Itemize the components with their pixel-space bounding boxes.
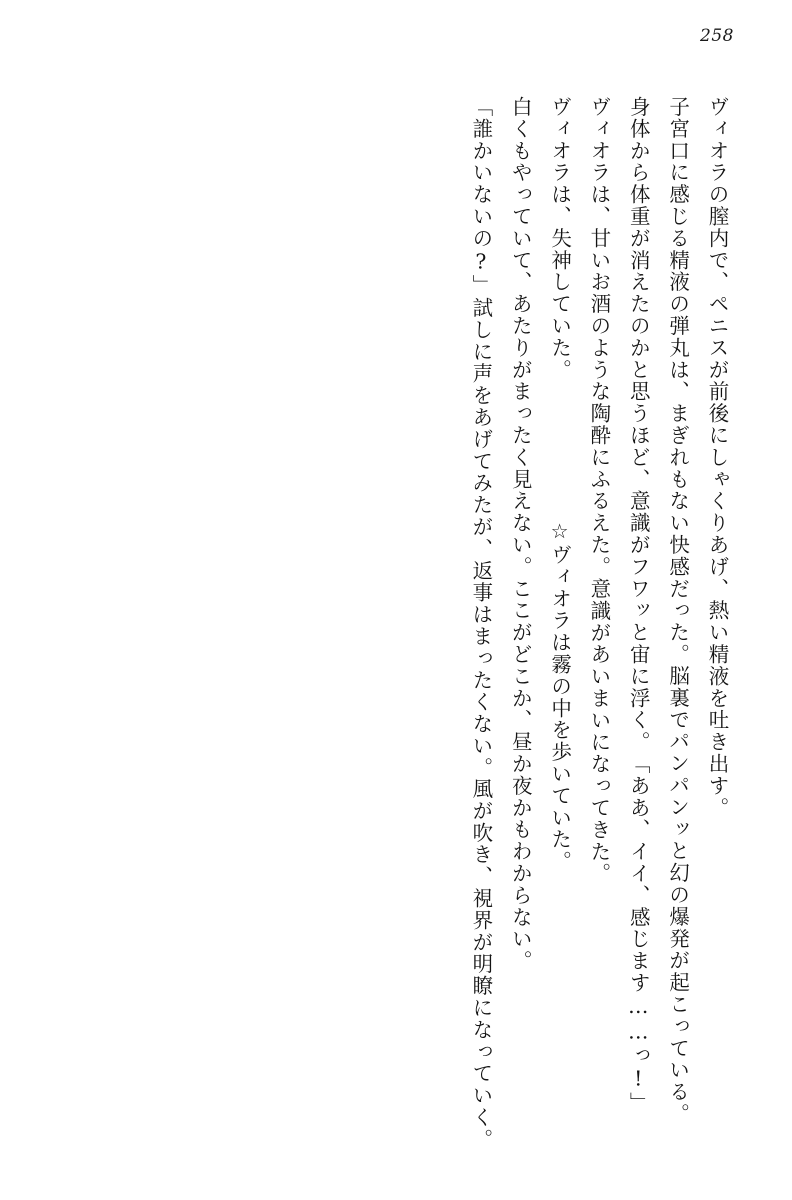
paragraph: 子宮口に感じる精液の弾丸は、まぎれもない快感だった。 (665, 96, 690, 666)
body-text-block (56, 96, 736, 1160)
paragraph: 試しに声をあげてみたが、返事はまったくない。 (468, 296, 493, 779)
paragraph: 「誰かいないの?」 (468, 96, 493, 297)
paragraph: ヴィオラは、失神していた。 (547, 96, 572, 381)
page-number: 258 (700, 26, 734, 46)
paragraph: 白くもやっていて、あたりがまったく見えない。ここがどこか、昼か夜かもわからない。 (508, 96, 533, 972)
paragraph: 脳裏でパンパンッと幻の爆発が起こっている。 (665, 665, 690, 1126)
paragraph: 「ああ、イイ、感じます……っ!」 (626, 753, 651, 1114)
scene-break-star-symbol: ☆ (547, 518, 572, 545)
paragraph: ヴィオラは霧の中を歩いていた。 (547, 544, 572, 873)
paragraph: ヴィオラは、甘いお酒のような陶酔にふるえた。 (586, 96, 611, 578)
paragraph: ヴィオラの膣内で、ペニスが前後にしゃくりあげ、熱い精液を吐き出す。 (705, 96, 729, 819)
paragraph: 意識があいまいになってきた。 (586, 577, 611, 885)
paragraph: 身体から体重が消えたのかと思うほど、意識がフワッと宙に浮く。 (626, 96, 651, 753)
paragraph: 風が吹き、視界が明瞭になっていく。 (468, 778, 493, 1151)
